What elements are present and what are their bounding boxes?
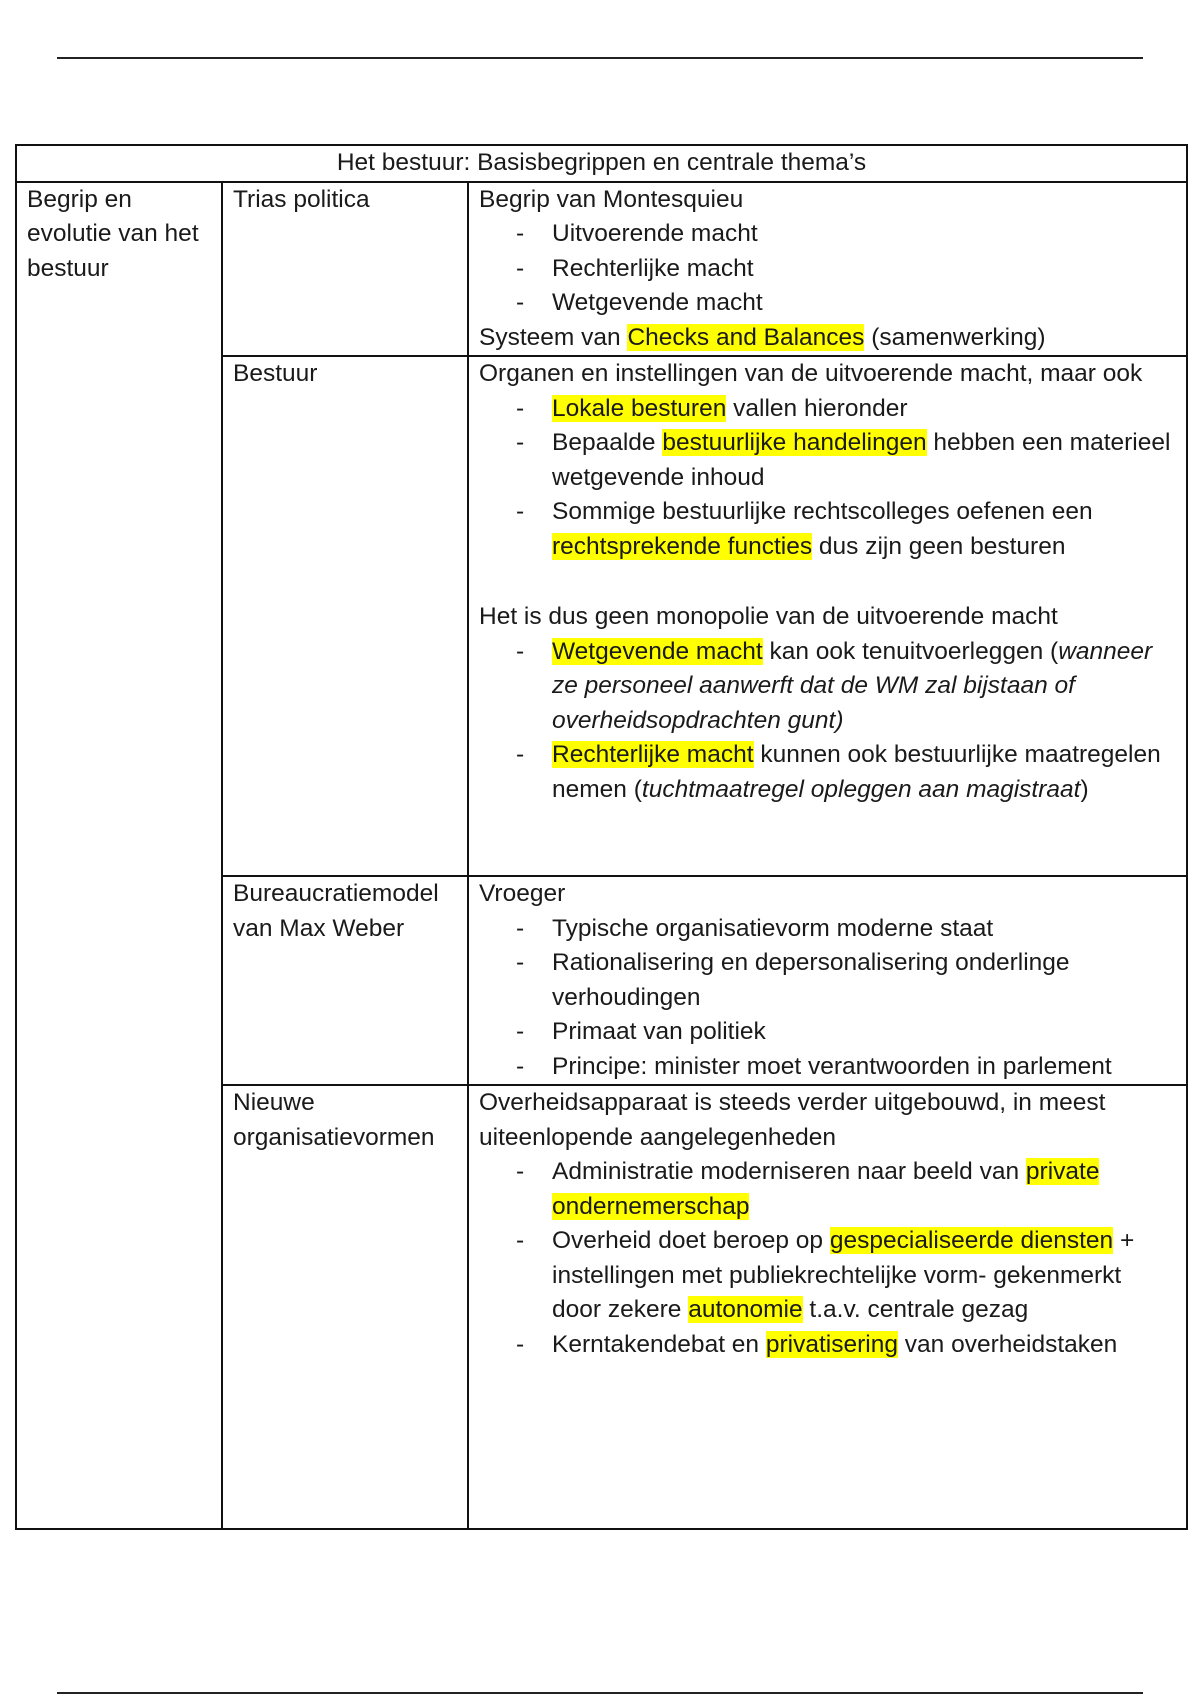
list-item: - Rationalisering en depersonalisering onderlinge verhoudingen [479,946,1176,1015]
spacer [479,564,1176,600]
content-bestuur [468,356,1187,876]
nieuwe-intro: Overheidsapparaat is steeds verder uitgebouwd, in meest uiteenlopende aangelegenheden [479,1089,1106,1151]
bestuur-intro: Organen en instellingen van de uitvoerende macht, maar ook [479,360,1143,387]
list-item: - Principe: minister moet verantwoorden in parlement [479,1050,1176,1085]
weber-intro: Vroeger [479,880,566,907]
footer-rule [57,1692,1143,1694]
list-item: - Rechterlijke macht kunnen ook bestuurlijke maatregelen nemen (tuchtmaatregel opleggen aan magistraat) [479,738,1176,807]
highlight: private ondernemerschap [552,1158,1100,1220]
title-row [16,145,1187,182]
list-item: - Sommige bestuurlijke rechtscolleges oefenen een rechtsprekende functies dus zijn geen besturen [479,495,1176,564]
notes-table [15,144,1188,1530]
list-item: - Kerntakendebat en privatisering van overheidstaken [479,1328,1176,1363]
bestuur-intro-2: Het is dus geen monopolie van de uitvoerende macht [479,603,1058,630]
highlight: Lokale besturen [552,394,727,422]
topic-weber: Bureaucratiemodel van Max Weber [222,876,468,1085]
topic-nieuwe: Nieuwe organisatievormen [222,1085,468,1529]
category-cell: Begrip en evolutie van het bestuur [16,182,222,1530]
list-item: - Bepaalde bestuurlijke handelingen hebben een materieel wetgevende inhoud [479,426,1176,495]
topic-bestuur: Bestuur [222,356,468,876]
highlight: rechtsprekende functies [552,532,813,560]
list-item: - Wetgevende macht kan ook tenuitvoerleggen (wanneer ze personeel aanwerft dat de WM zal bijstaan of overheidsopdrachten gunt) [479,635,1176,739]
highlight: autonomie [688,1296,803,1323]
content-nieuwe [468,1085,1187,1529]
table-row-trias [16,182,1187,357]
list-item: - Wetgevende macht [479,286,1176,321]
list-item: - Lokale besturen vallen hieronder [479,392,1176,427]
list-item: - Uitvoerende macht [479,217,1176,252]
table-title: Het bestuur: Basisbegrippen en centrale thema’s [16,145,1187,182]
highlight: Wetgevende macht [552,637,763,665]
trias-intro: Begrip van Montesquieu [479,185,744,213]
highlight: privatisering [765,1330,898,1358]
content-trias [468,182,1187,357]
list-item: - Rechterlijke macht [479,252,1176,287]
nieuwe-list [479,1155,1176,1362]
list-item: - Overheid doet beroep op gespecialiseerde diensten + instellingen met publiekrechtelijke vorm- gekenmerkt door zekere autonomie t.a.v. centrale gezag [479,1224,1176,1328]
list-item: - Administratie moderniseren naar beeld van private ondernemerschap [479,1155,1176,1224]
bestuur-list-1 [479,392,1176,565]
header-rule [57,57,1143,59]
list-item: - Typische organisatievorm moderne staat [479,912,1176,947]
highlight: bestuurlijke handelingen [662,429,927,456]
bestuur-list-2 [479,635,1176,808]
highlight: gespecialiseerde diensten [829,1227,1114,1254]
weber-list [479,912,1176,1085]
highlight: Checks and Balances [627,323,865,351]
trias-outro: Systeem van Checks and Balances (samenwerking) [479,323,1046,351]
highlight: Rechterlijke macht [552,741,754,768]
trias-list [479,217,1176,321]
list-item: - Primaat van politiek [479,1015,1176,1050]
content-weber [468,876,1187,1085]
topic-trias: Trias politica [222,182,468,357]
